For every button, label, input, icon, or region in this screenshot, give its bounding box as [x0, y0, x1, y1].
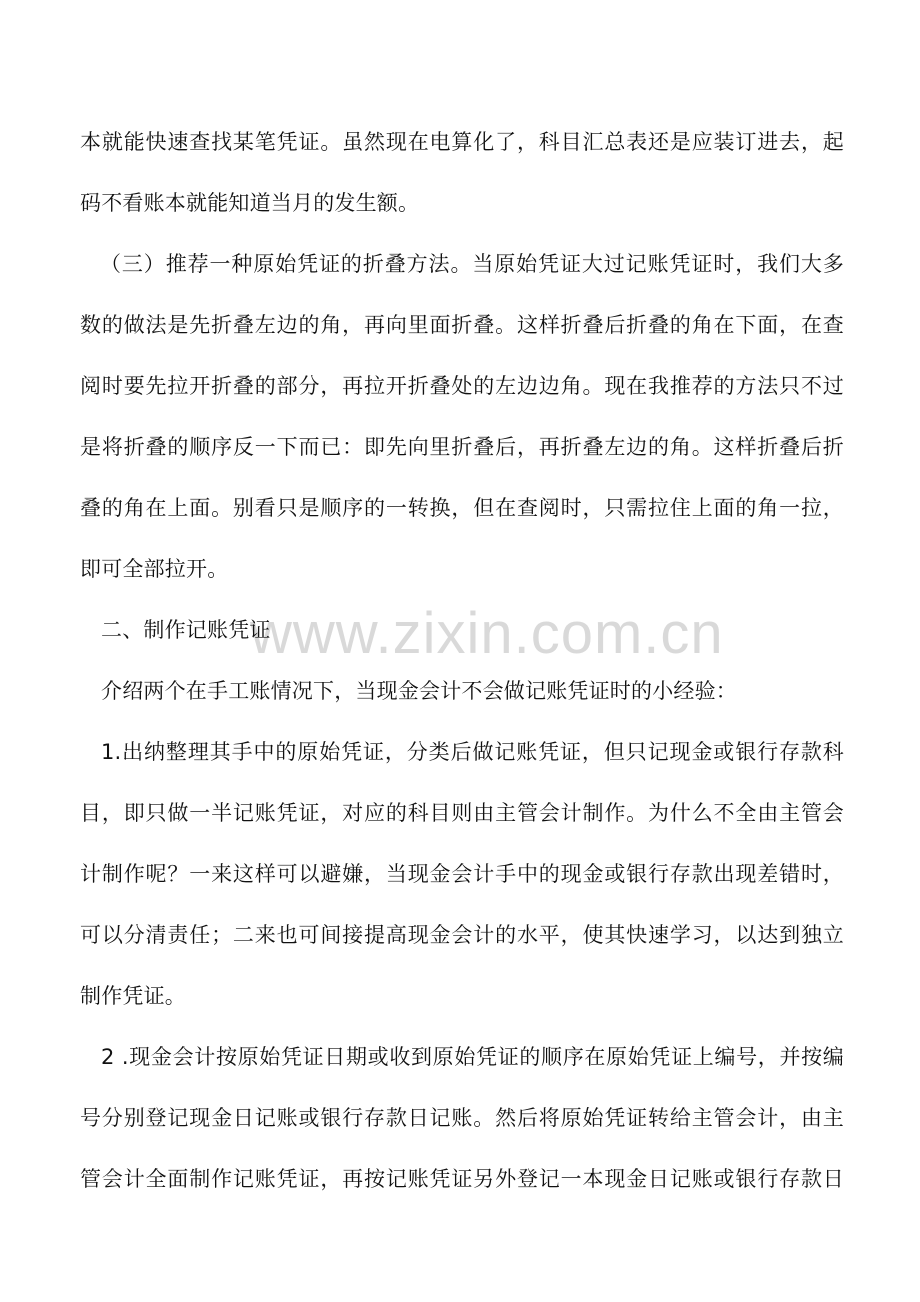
list-item-line: 号分别登记现金日记账或银行存款日记账。然后将原始凭证转给主管会计，由主 [80, 1106, 844, 1130]
watermark: www.zixin.com.cn [250, 601, 724, 666]
section-heading: 二、制作记账凭证 [101, 618, 271, 642]
paragraph-line: （三）推荐一种原始凭证的折叠方法。当原始凭证大过记账凭证时，我们大多 [100, 252, 844, 276]
paragraph-line: 叠的角在上面。别看只是顺序的一转换，但在查阅时，只需拉住上面的角一拉， [80, 496, 844, 520]
paragraph-line: 本就能快速查找某笔凭证。虽然现在电算化了，科目汇总表还是应装订进去，起 [80, 130, 844, 154]
paragraph-line: 介绍两个在手工账情况下，当现金会计不会做记账凭证时的小经验： [101, 679, 737, 703]
paragraph-line: 码不看账本就能知道当月的发生额。 [80, 191, 420, 215]
list-item-line: 目，即只做一半记账凭证，对应的科目则由主管会计制作。为什么不全由主管会 [80, 801, 844, 825]
paragraph-line: 数的做法是先折叠左边的角，再向里面折叠。这样折叠后折叠的角在下面，在查 [80, 313, 844, 337]
list-item-line: 2 .现金会计按原始凭证日期或收到原始凭证的顺序在原始凭证上编号，并按编 [101, 1045, 844, 1069]
paragraph-line: 是将折叠的顺序反一下而已：即先向里折叠后，再折叠左边的角。这样折叠后折 [80, 435, 844, 459]
list-item-line: 计制作呢？一来这样可以避嫌，当现金会计手中的现金或银行存款出现差错时， [80, 862, 844, 886]
list-item-line: 1.出纳整理其手中的原始凭证，分类后做记账凭证，但只记现金或银行存款科 [101, 740, 844, 764]
list-item-line: 管会计全面制作记账凭证，再按记账凭证另外登记一本现金日记账或银行存款日 [80, 1167, 844, 1191]
list-item-line: 可以分清责任；二来也可间接提高现金会计的水平，使其快速学习，以达到独立 [80, 923, 844, 947]
paragraph-line: 阅时要先拉开折叠的部分，再拉开折叠处的左边边角。现在我推荐的方法只不过 [80, 374, 844, 398]
paragraph-line: 即可全部拉开。 [80, 557, 229, 581]
list-item-line: 制作凭证。 [80, 984, 186, 1008]
